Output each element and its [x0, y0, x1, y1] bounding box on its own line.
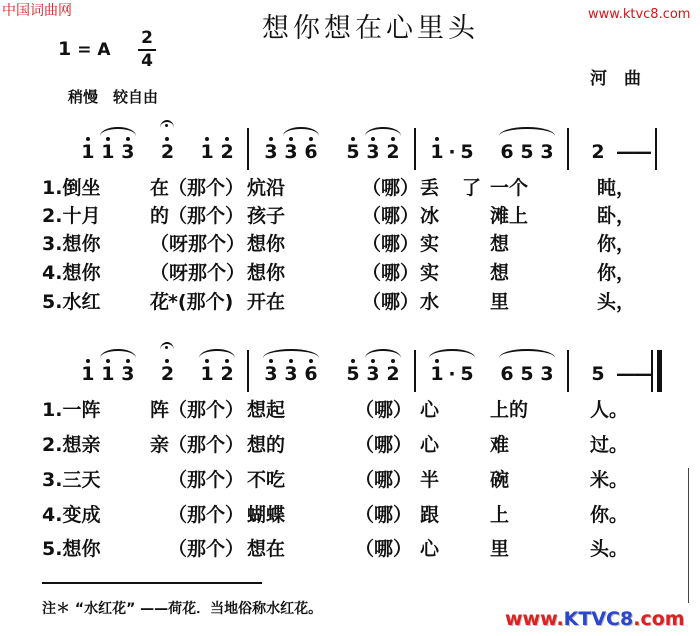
note-group: [261, 363, 321, 385]
lyric-syllable: 了: [462, 177, 482, 199]
note: [157, 363, 177, 385]
note: [197, 363, 217, 385]
lyric-syllable: 孩子: [247, 205, 286, 227]
note-text: 3: [264, 141, 278, 163]
lyric-syllable: 亲: [150, 434, 170, 456]
note: [363, 363, 383, 385]
note-group: [78, 141, 138, 163]
lyric-syllable: （呀那个）: [150, 262, 246, 284]
lyric-syllable: （哪）: [355, 399, 413, 421]
lyric-syllable: 蝴蝶: [247, 504, 286, 526]
lyric-syllable: 炕沿: [247, 177, 286, 199]
note: [497, 141, 517, 163]
watermark-part: .com: [633, 608, 685, 630]
lyric-syllable: （哪）: [362, 262, 420, 284]
note-text: 1: [430, 363, 444, 385]
note: [301, 363, 321, 385]
note: [537, 141, 557, 163]
note: [98, 141, 118, 163]
note: [383, 141, 403, 163]
note: [497, 363, 517, 385]
note-group: [197, 363, 237, 385]
barline: [247, 128, 249, 170]
note-text: 1: [200, 363, 214, 385]
fermata-icon: [160, 342, 174, 350]
hold-dash: [616, 141, 650, 163]
lyric-syllable: （哪）: [355, 538, 413, 560]
slur-arc: [365, 349, 401, 358]
verse-start-lyric: 3.想你: [42, 233, 101, 255]
note-text: 6: [500, 363, 514, 385]
site-watermark-bottom-right: [505, 608, 685, 630]
lyric-syllable: 你。: [590, 504, 629, 526]
measure-4: [570, 350, 655, 394]
lyric-syllable: （那个）: [168, 538, 245, 560]
lyric-syllable: 半: [420, 469, 440, 491]
time-signature-top: 2: [141, 28, 153, 48]
note-group: [588, 141, 608, 163]
lyric-syllable: 卧，: [597, 205, 636, 227]
augmentation-dot: [447, 363, 457, 385]
slur-arc: [199, 349, 235, 358]
verse-start-lyric: 3.三天: [42, 469, 101, 491]
lyric-syllable: （呀那个）: [150, 233, 246, 255]
note-text: 5: [591, 363, 605, 385]
lyric-syllable: （那个）: [168, 434, 245, 456]
barline: [247, 350, 249, 392]
slur-arc: [429, 349, 475, 358]
lyric-syllable: 心: [420, 399, 440, 421]
lyric-syllable: 想的: [247, 434, 286, 456]
lyric-syllable: *(那个): [168, 291, 234, 313]
lyric-syllable: 阵: [150, 399, 170, 421]
note: [427, 141, 447, 163]
lyric-syllable: 实: [420, 262, 440, 284]
lyric-syllable: （那个）: [168, 205, 245, 227]
augmentation-dot-text: ·: [448, 363, 456, 385]
note: [457, 363, 477, 385]
verse-start-lyric: 2.想亲: [42, 434, 101, 456]
note: [157, 141, 177, 163]
lyric-syllable: 想你: [247, 262, 286, 284]
time-signature: [138, 30, 156, 70]
note-text: 1: [81, 141, 95, 163]
slur-arc: [499, 349, 555, 358]
lyric-syllable: （那个）: [168, 469, 245, 491]
note: [343, 141, 363, 163]
note-group: [157, 363, 177, 385]
note: [78, 363, 98, 385]
measure-3: [417, 350, 567, 394]
note: [457, 141, 477, 163]
lyric-syllable: 里: [490, 291, 510, 313]
note-text: 6: [500, 141, 514, 163]
note-group: [427, 363, 477, 385]
site-watermark-top-right: www.ktvc8.com: [588, 7, 691, 22]
note-text: 2: [591, 141, 605, 163]
lyric-syllable: 难: [490, 434, 510, 456]
song-origin: 河 曲: [590, 69, 641, 89]
slur-arc: [283, 127, 319, 136]
note: [118, 141, 138, 163]
lyric-syllable: 心: [420, 538, 440, 560]
lyric-syllable: （哪）: [362, 205, 420, 227]
lyric-syllable: 过。: [590, 434, 629, 456]
note: [588, 363, 608, 385]
note-group: [616, 141, 650, 163]
note-text: 1: [200, 141, 214, 163]
augmentation-dot-text: ·: [448, 141, 456, 163]
note-text: 1: [81, 363, 95, 385]
verse-start-lyric: 1.倒坐: [42, 177, 101, 199]
lyric-syllable: 你，: [597, 233, 636, 255]
note-text: 1: [101, 363, 115, 385]
slur-arc: [100, 127, 136, 136]
note: [301, 141, 321, 163]
note-text: 3: [284, 141, 298, 163]
lyric-syllable: 开在: [247, 291, 286, 313]
lyric-syllable: 想在: [247, 538, 286, 560]
lyric-syllable: 人。: [590, 399, 629, 421]
barline: [567, 350, 569, 392]
note-group: [197, 141, 237, 163]
note-text: 1: [430, 141, 444, 163]
lyric-syllable: 盹，: [597, 177, 636, 199]
note-group: [78, 363, 138, 385]
note-text: 2: [386, 141, 400, 163]
lyric-syllable: 想你: [247, 233, 286, 255]
barline: [655, 128, 657, 170]
site-watermark-top-left: 中国词曲网: [2, 3, 72, 19]
note-text: 3: [540, 363, 554, 385]
note-group: [427, 141, 477, 163]
hold-dash-text: ——: [616, 363, 650, 385]
lyric-syllable: 一个: [490, 177, 529, 199]
slur-arc: [263, 349, 319, 358]
note: [343, 363, 363, 385]
staff-line-1: [0, 128, 700, 172]
note: [588, 141, 608, 163]
lyric-syllable: （那个）: [168, 504, 245, 526]
measure-1: [68, 128, 247, 172]
hold-dash: [616, 363, 650, 385]
note: [363, 141, 383, 163]
staff-line-2: [0, 350, 700, 394]
lyric-syllable: 想: [490, 262, 510, 284]
key-signature: [58, 38, 111, 60]
note: [118, 363, 138, 385]
lyric-syllable: 你，: [597, 262, 636, 284]
watermark-part: KTVC8: [563, 608, 634, 630]
note-text: 3: [121, 363, 135, 385]
hold-dash-text: ——: [616, 141, 650, 163]
lyric-syllable: （哪）: [355, 504, 413, 526]
lyric-syllable: 头，: [597, 291, 636, 313]
note: [197, 141, 217, 163]
measure-2: [250, 350, 414, 394]
lyric-syllable: 花: [150, 291, 170, 313]
note: [281, 141, 301, 163]
measure-3: [417, 128, 567, 172]
footnote: 注＊ “水红花” ——荷花．当地俗称水红花。: [42, 601, 323, 617]
note-group: [343, 363, 403, 385]
slur-arc: [100, 349, 136, 358]
note-group: [157, 141, 177, 163]
note-text: 3: [366, 141, 380, 163]
fermata-icon: [160, 120, 174, 128]
note: [537, 363, 557, 385]
verse-start-lyric: 5.水红: [42, 291, 101, 313]
lyric-syllable: 水: [420, 291, 440, 313]
barline: [414, 128, 416, 170]
note-text: 5: [346, 141, 360, 163]
verse-start-lyric: 4.想你: [42, 262, 101, 284]
scan-edge-line: [688, 468, 689, 603]
lyric-syllable: 上: [490, 504, 510, 526]
watermark-part: www.: [505, 608, 564, 630]
note: [217, 363, 237, 385]
measure-1: [68, 350, 247, 394]
lyric-syllable: （哪）: [362, 233, 420, 255]
final-barline-thick: [657, 350, 662, 392]
note: [217, 141, 237, 163]
lyric-syllable: 里: [490, 538, 510, 560]
lyric-syllable: 上的: [490, 399, 529, 421]
verse-start-lyric: 4.变成: [42, 504, 101, 526]
note-text: 5: [460, 363, 474, 385]
barline: [567, 128, 569, 170]
note-group: [497, 363, 557, 385]
lyric-syllable: （那个）: [168, 399, 245, 421]
measure-4: [570, 128, 655, 172]
lyric-syllable: 滩上: [490, 205, 529, 227]
note-text: 3: [264, 363, 278, 385]
lyric-syllable: （哪）: [362, 291, 420, 313]
time-signature-bottom: 4: [141, 51, 153, 71]
key-do: 1: [58, 38, 72, 60]
note-group: [497, 141, 557, 163]
note-group: [261, 141, 321, 163]
lyric-syllable: 米。: [590, 469, 629, 491]
note-text: 2: [160, 141, 175, 163]
note-text: 6: [304, 141, 318, 163]
note-text: 6: [304, 363, 318, 385]
note-text: 2: [386, 363, 400, 385]
measure-2: [250, 128, 414, 172]
note: [78, 141, 98, 163]
final-barline-thin: [651, 350, 653, 392]
lyric-syllable: 丢: [420, 177, 440, 199]
note: [261, 363, 281, 385]
lyric-syllable: 头。: [590, 538, 629, 560]
lyric-syllable: 在: [150, 177, 170, 199]
note-group: [616, 363, 650, 385]
note: [383, 363, 403, 385]
verse-start-lyric: 5.想你: [42, 538, 101, 560]
note-text: 5: [520, 363, 534, 385]
note-text: 3: [284, 363, 298, 385]
note: [427, 363, 447, 385]
note-text: 2: [220, 363, 234, 385]
lyric-syllable: （哪）: [355, 434, 413, 456]
note: [98, 363, 118, 385]
note-text: 5: [520, 141, 534, 163]
lyric-syllable: 冰: [420, 205, 440, 227]
note: [281, 363, 301, 385]
lyric-syllable: （哪）: [355, 469, 413, 491]
note-group: [588, 363, 608, 385]
note-text: 3: [121, 141, 135, 163]
note-text: 5: [460, 141, 474, 163]
lyric-syllable: 想起: [247, 399, 286, 421]
note-group: [343, 141, 403, 163]
slur-arc: [499, 127, 555, 136]
barline: [414, 350, 416, 392]
augmentation-dot: [447, 141, 457, 163]
verse-start-lyric: 2.十月: [42, 205, 101, 227]
verse-start-lyric: 1.一阵: [42, 399, 101, 421]
lyric-syllable: 不吃: [247, 469, 286, 491]
song-title: 想你想在心里头: [262, 13, 479, 44]
note-text: 2: [220, 141, 234, 163]
lyric-syllable: 的: [150, 205, 170, 227]
note-text: 5: [346, 363, 360, 385]
note-text: 1: [101, 141, 115, 163]
lyric-syllable: 想: [490, 233, 510, 255]
lyric-syllable: （那个）: [168, 177, 245, 199]
tempo-marking: 稍慢 较自由: [68, 88, 159, 106]
key-equals: = A: [77, 40, 111, 60]
note: [517, 141, 537, 163]
lyric-syllable: 跟: [420, 504, 440, 526]
note: [261, 141, 281, 163]
slur-arc: [365, 127, 401, 136]
note: [517, 363, 537, 385]
footnote-rule: [42, 582, 262, 584]
note-text: 3: [366, 363, 380, 385]
note-text: 3: [540, 141, 554, 163]
lyric-syllable: 碗: [490, 469, 510, 491]
lyric-syllable: 实: [420, 233, 440, 255]
lyric-syllable: （哪）: [362, 177, 420, 199]
lyric-syllable: 心: [420, 434, 440, 456]
note-text: 2: [160, 363, 175, 385]
